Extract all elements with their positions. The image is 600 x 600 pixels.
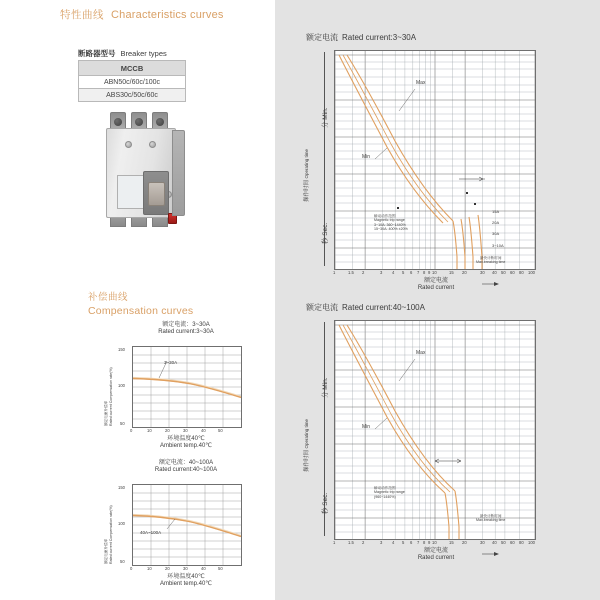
screw-icon bbox=[125, 141, 132, 148]
xtick: 7 bbox=[417, 540, 420, 545]
main-chart-1-breaking-cn: 最快计断时间 bbox=[479, 256, 502, 260]
main-chart-2-breaking-en: Max.breaking time bbox=[476, 518, 506, 523]
main-chart-1-title-cn: 额定电流 bbox=[306, 33, 338, 42]
xtick: 1 bbox=[333, 540, 336, 545]
main-chart-2-svg bbox=[335, 321, 535, 539]
main-chart-1 bbox=[296, 32, 596, 292]
xtick: 20 bbox=[462, 540, 467, 545]
xtick: 80 bbox=[519, 540, 524, 545]
comp-chart-1-xtick-50: 50 bbox=[218, 428, 223, 433]
xtick: 6 bbox=[410, 270, 413, 275]
section-title-compensation bbox=[88, 292, 193, 317]
breaker-body bbox=[106, 128, 176, 218]
main-chart-2-breaking-cn: 最快计断时间 bbox=[479, 514, 502, 518]
comp-chart-2-plot bbox=[132, 484, 242, 566]
main-chart-1-unit-sec bbox=[320, 223, 329, 244]
main-chart-1-xaxis-label-cn: 额定电流 bbox=[423, 278, 448, 284]
main-chart-2-breaking bbox=[476, 514, 505, 523]
main-chart-1-curve-min bbox=[339, 55, 443, 223]
main-chart-1-yaxis-label-cn: 操作时间 bbox=[304, 179, 310, 202]
comp-chart-2-xaxis-label-en: Ambient temp.40℃ bbox=[159, 581, 213, 587]
comp-chart-1-xtick-30: 30 bbox=[183, 428, 188, 433]
xtick: 50 bbox=[501, 540, 506, 545]
table-row bbox=[79, 89, 186, 102]
xtick: 4 bbox=[392, 270, 395, 275]
section-title-characteristics bbox=[60, 5, 224, 23]
main-chart-2-title bbox=[306, 302, 536, 313]
main-chart-1-unit-min bbox=[320, 107, 329, 128]
gridlines-vertical bbox=[335, 321, 535, 539]
main-chart-2-xaxis-label-cn: 额定电流 bbox=[423, 548, 448, 554]
breaker-types-heading-en: Breaker types bbox=[120, 49, 167, 58]
comp-chart-2-ytick-150: 150 bbox=[118, 485, 125, 490]
breaker-types-heading-cn: 断路器型号 bbox=[78, 49, 116, 58]
toggle-handle bbox=[148, 182, 165, 206]
main-chart-1-note bbox=[374, 214, 408, 232]
main-chart-1-amp-15a: 15A bbox=[492, 209, 500, 214]
main-chart-1-amp-20a: 20A bbox=[492, 220, 500, 225]
main-chart-1-unit-sec-cn: 秒 bbox=[322, 237, 329, 244]
main-chart-1-marker-30a bbox=[474, 203, 476, 205]
main-chart-1-note-line2: 15~30A: 400% ±20% bbox=[374, 227, 408, 232]
main-chart-2-unit-min bbox=[320, 377, 329, 398]
main-chart-1-xaxis-label-en: Rated current bbox=[417, 285, 455, 291]
comp-chart-1-xaxis-label bbox=[136, 436, 236, 450]
main-chart-2-xaxis-label bbox=[386, 548, 486, 562]
main-chart-2-yaxis-label bbox=[304, 419, 311, 472]
xtick: 15 bbox=[449, 270, 454, 275]
comp-chart-2-xaxis-label bbox=[136, 574, 236, 588]
xtick: 1.5 bbox=[348, 540, 354, 545]
comp-chart-2-yaxis-label bbox=[104, 505, 113, 564]
main-chart-2-note-line1: (960~1440%) bbox=[374, 494, 396, 499]
xtick: 100 bbox=[528, 540, 535, 545]
main-chart-1-unit-min-cn: 分 bbox=[322, 121, 329, 128]
main-chart-2-label-max: Max bbox=[416, 350, 426, 356]
main-chart-1-label-min: Min bbox=[362, 154, 371, 160]
rating-label bbox=[117, 175, 145, 209]
main-chart-1-marker-20a bbox=[466, 192, 468, 194]
comp-chart-1-ytick-150: 150 bbox=[118, 347, 125, 352]
comp-chart-2-xtick-10: 10 bbox=[147, 566, 152, 571]
main-chart-1-title bbox=[306, 32, 526, 43]
table-row bbox=[79, 61, 186, 76]
main-chart-1-note-line1: 3~10A: 360~1440% bbox=[374, 222, 406, 227]
main-chart-2-yaxis-label-en: Operating time bbox=[304, 418, 309, 449]
main-chart-1-label-max: Max bbox=[416, 80, 426, 86]
comp-chart-1-xaxis-label-en: Ambient temp.40℃ bbox=[159, 443, 213, 449]
section-title-characteristics-en: Characteristics curves bbox=[111, 9, 224, 21]
mccb-product-image bbox=[100, 108, 188, 223]
comp-chart-1-yaxis-label-cn: 额定电流补偿率 bbox=[104, 400, 108, 426]
main-chart-2-title-cn: 额定电流 bbox=[306, 303, 338, 312]
section-title-compensation-en: Compensation curves bbox=[88, 304, 194, 317]
xtick: 8 bbox=[423, 540, 426, 545]
comp-chart-1-xaxis-label-cn: 环境温度40℃ bbox=[167, 436, 205, 442]
comp-chart-2-xaxis-label-cn: 环境温度40℃ bbox=[167, 574, 205, 580]
xtick: 50 bbox=[501, 270, 506, 275]
main-chart-1-xaxis-label bbox=[386, 278, 486, 292]
main-chart-1-unit-min-en: Min. bbox=[322, 107, 329, 120]
main-chart-2-unit-min-cn: 分 bbox=[322, 391, 329, 398]
breaker-types-table bbox=[78, 60, 186, 102]
comp-chart-1-yaxis-label-en: Rated current Compensation rate(%) bbox=[108, 367, 113, 426]
comp-chart-1-xtick-0: 0 bbox=[130, 428, 133, 433]
main-chart-1-plot bbox=[334, 50, 536, 270]
main-chart-2-unit-sec bbox=[320, 493, 329, 514]
main-chart-1-note-en: Magnetic trip range bbox=[374, 218, 405, 223]
xtick: 30 bbox=[480, 270, 485, 275]
main-chart-1-amp-3-10a: 3~10A bbox=[492, 243, 504, 248]
main-chart-2-plot bbox=[334, 320, 536, 540]
comp-chart-2-yaxis-label-cn: 额定电流补偿率 bbox=[104, 538, 108, 564]
gridlines-vertical bbox=[335, 51, 535, 269]
comp-chart-1-title bbox=[126, 322, 246, 336]
main-chart-2-title-en: Rated current:40~100A bbox=[342, 303, 425, 312]
xaxis-arrow-icon bbox=[482, 281, 500, 287]
screw-icon bbox=[149, 141, 156, 148]
comp-chart-2-curve-label: 40A~100A bbox=[140, 530, 162, 535]
comp-chart-2-title-cn: 额定电流：40~100A bbox=[158, 460, 214, 466]
main-chart-2-unit-min-en: Min. bbox=[322, 377, 329, 390]
comp-chart-2-ytick-100: 100 bbox=[118, 521, 125, 526]
xtick: 10 bbox=[432, 270, 437, 275]
comp-chart-1-ytick-100: 100 bbox=[118, 383, 125, 388]
xtick: 5 bbox=[402, 270, 405, 275]
xtick: 7 bbox=[417, 270, 420, 275]
main-chart-2-yaxis-label-cn: 操作时间 bbox=[304, 449, 310, 472]
xtick: 4 bbox=[392, 540, 395, 545]
xtick: 3 bbox=[380, 270, 383, 275]
main-chart-1-breaking bbox=[476, 256, 505, 265]
xtick: 80 bbox=[519, 270, 524, 275]
main-chart-2-note-en: Magnetic trip range bbox=[374, 490, 405, 495]
comp-chart-1-yaxis-label bbox=[104, 367, 113, 426]
comp-chart-2-xtick-30: 30 bbox=[183, 566, 188, 571]
breaker-types-heading bbox=[78, 48, 167, 59]
gridlines bbox=[133, 485, 241, 565]
main-chart-2-leader-min bbox=[375, 418, 387, 429]
main-chart-1-unit-sec-en: Sec. bbox=[322, 222, 329, 236]
xaxis-arrow-icon bbox=[482, 551, 500, 557]
main-chart-1-marker-note bbox=[397, 207, 399, 209]
side-cover bbox=[172, 130, 185, 216]
main-chart-1-inst-30a bbox=[469, 217, 473, 269]
section-title-compensation-cn: 补偿曲线 bbox=[88, 292, 129, 303]
main-chart-2-unit-sec-en: Sec. bbox=[322, 492, 329, 506]
comp-chart-1-svg bbox=[133, 347, 241, 427]
xtick: 2 bbox=[362, 270, 365, 275]
xtick: 60 bbox=[510, 540, 515, 545]
xtick: 20 bbox=[462, 270, 467, 275]
main-chart-1-leader-min bbox=[375, 148, 387, 159]
comp-chart-1-title-en: Rated current:3~30A bbox=[158, 329, 214, 335]
comp-chart-2-yaxis-label-en: Rated current Compensation rate(%) bbox=[108, 505, 113, 564]
table-cell-model-1: ABN50c/60c/100c bbox=[79, 76, 186, 89]
comp-chart-1-xtick-20: 20 bbox=[165, 428, 170, 433]
main-chart-1-inst-20a bbox=[461, 219, 465, 269]
comp-chart-1-curve-label: 3~30A bbox=[164, 360, 178, 365]
main-chart-1-breaking-en: Max.breaking time bbox=[476, 260, 506, 265]
section-title-characteristics-cn: 特性曲线 bbox=[60, 9, 104, 21]
main-chart-1-title-en: Rated current:3~30A bbox=[342, 33, 417, 42]
main-chart-1-inst-15a bbox=[453, 221, 457, 269]
comp-chart-2-xtick-0: 0 bbox=[130, 566, 133, 571]
comp-chart-2-xtick-40: 40 bbox=[201, 566, 206, 571]
main-chart-2-label-min: Min bbox=[362, 424, 371, 430]
xtick: 2 bbox=[362, 540, 365, 545]
xtick: 8 bbox=[423, 270, 426, 275]
xtick: 15 bbox=[449, 540, 454, 545]
comp-chart-2-xtick-50: 50 bbox=[218, 566, 223, 571]
xtick: 40 bbox=[492, 270, 497, 275]
main-chart-2-curve-min bbox=[339, 325, 445, 493]
xtick: 5 bbox=[402, 540, 405, 545]
main-chart-1-yaxis-label bbox=[304, 149, 311, 202]
xtick: 40 bbox=[492, 540, 497, 545]
main-chart-1-amp-30a: 30A bbox=[492, 231, 500, 236]
main-chart-2-note-cn: 瞬动动作范围 bbox=[374, 486, 396, 490]
comp-chart-1-title-cn: 额定电流：3~30A bbox=[162, 322, 210, 328]
gridlines bbox=[133, 347, 241, 427]
comp-chart-2-leader bbox=[167, 519, 175, 529]
comp-chart-1-xtick-10: 10 bbox=[147, 428, 152, 433]
xtick: 1 bbox=[333, 270, 336, 275]
comp-chart-2-xtick-20: 20 bbox=[165, 566, 170, 571]
comp-chart-2-svg bbox=[133, 485, 241, 565]
xtick: 60 bbox=[510, 270, 515, 275]
main-chart-2-xaxis-label-en: Rated current bbox=[417, 555, 455, 561]
comp-chart-1-ytick-50: 50 bbox=[120, 421, 125, 426]
comp-chart-2-title bbox=[126, 460, 246, 474]
main-chart-1-note-cn: 瞬动动作范围 bbox=[374, 214, 396, 218]
xtick: 100 bbox=[528, 270, 535, 275]
comp-chart-2-title-en: Rated current:40~100A bbox=[154, 467, 218, 473]
comp-chart-1-xtick-40: 40 bbox=[201, 428, 206, 433]
compensation-chart-1 bbox=[96, 322, 276, 462]
xtick: 6 bbox=[410, 540, 413, 545]
comp-chart-1-plot bbox=[132, 346, 242, 428]
main-chart-1-svg bbox=[335, 51, 535, 269]
main-chart-1-yaxis-label-en: Operating time bbox=[304, 148, 309, 179]
xtick: 30 bbox=[480, 540, 485, 545]
table-header-mccb: MCCB bbox=[79, 61, 186, 76]
handle-well bbox=[143, 171, 169, 215]
comp-chart-2-ytick-50: 50 bbox=[120, 559, 125, 564]
main-chart-2-inst-high bbox=[455, 491, 459, 539]
compensation-chart-2 bbox=[96, 460, 276, 600]
table-row bbox=[79, 76, 186, 89]
main-chart-2-unit-sec-cn: 秒 bbox=[322, 507, 329, 514]
main-chart-2 bbox=[296, 302, 596, 562]
xtick: 9 bbox=[428, 540, 431, 545]
main-chart-2-note bbox=[374, 486, 405, 499]
xtick: 9 bbox=[428, 270, 431, 275]
xtick: 3 bbox=[380, 540, 383, 545]
xtick: 10 bbox=[432, 540, 437, 545]
table-cell-model-2: ABS30c/50c/60c bbox=[79, 89, 186, 102]
xtick: 1.5 bbox=[348, 270, 354, 275]
